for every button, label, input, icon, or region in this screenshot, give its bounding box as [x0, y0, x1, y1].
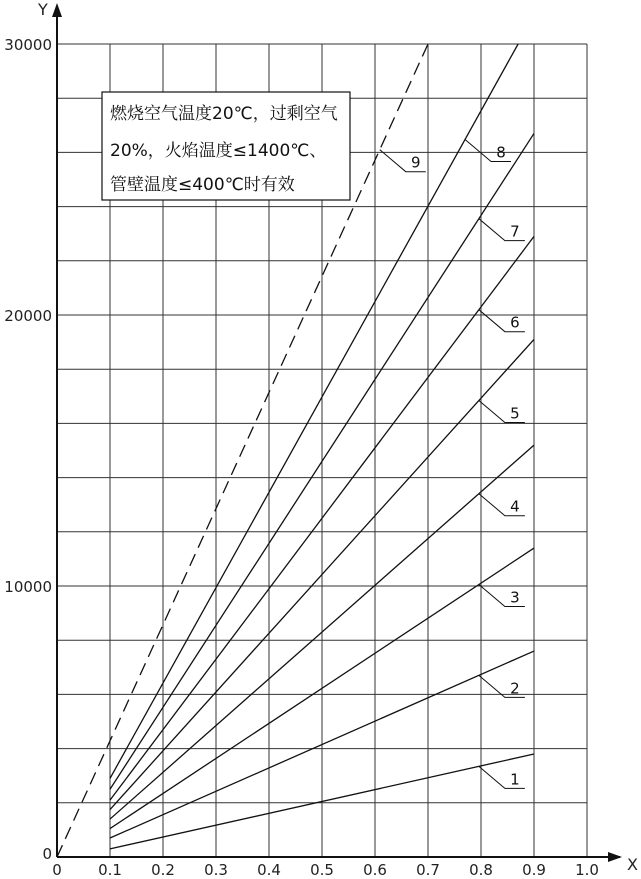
curve-label-2: 2 — [510, 679, 520, 698]
x-tick-label: 0.7 — [416, 861, 440, 879]
x-tick-label: 0.3 — [204, 861, 228, 879]
x-tick-label: 0.2 — [151, 861, 175, 879]
note-line-1: 燃烧空气温度20℃，过剩空气 — [110, 104, 338, 124]
x-tick-label: 0.6 — [363, 861, 387, 879]
x-tick-label: 0.8 — [469, 861, 493, 879]
curve-label-3: 3 — [510, 588, 520, 607]
curve-label-1: 1 — [510, 770, 520, 789]
validity-note — [102, 92, 350, 200]
curve-label-7: 7 — [510, 222, 520, 241]
curve-label-5: 5 — [510, 404, 520, 423]
note-line-3: 管壁温度≤400℃时有效 — [110, 175, 295, 195]
x-tick-label: 0.5 — [310, 861, 334, 879]
y-axis-arrow — [52, 3, 62, 17]
y-tick-label: 30000 — [4, 36, 52, 54]
x-tick-label: 0.4 — [257, 861, 281, 879]
curve-label-4: 4 — [510, 497, 520, 516]
curve-labels — [380, 139, 525, 788]
curve-label-9: 9 — [410, 153, 421, 172]
x-axis-arrow — [608, 852, 622, 862]
x-axis-label: X — [627, 855, 638, 874]
x-tick-label: 0 — [52, 861, 62, 879]
y-tick-label: 10000 — [4, 578, 52, 596]
curve-label-8: 8 — [496, 143, 506, 162]
y-tick-label: 20000 — [4, 307, 52, 325]
y-tick-label: 0 — [42, 845, 52, 863]
x-tick-label: 0.1 — [98, 861, 122, 879]
curve-label-6: 6 — [510, 313, 520, 332]
x-tick-label: 1.0 — [575, 861, 599, 879]
x-tick-label: 0.9 — [522, 861, 546, 879]
y-axis-label: Y — [38, 0, 48, 19]
note-line-2: 20%，火焰温度≤1400℃、 — [110, 141, 327, 161]
